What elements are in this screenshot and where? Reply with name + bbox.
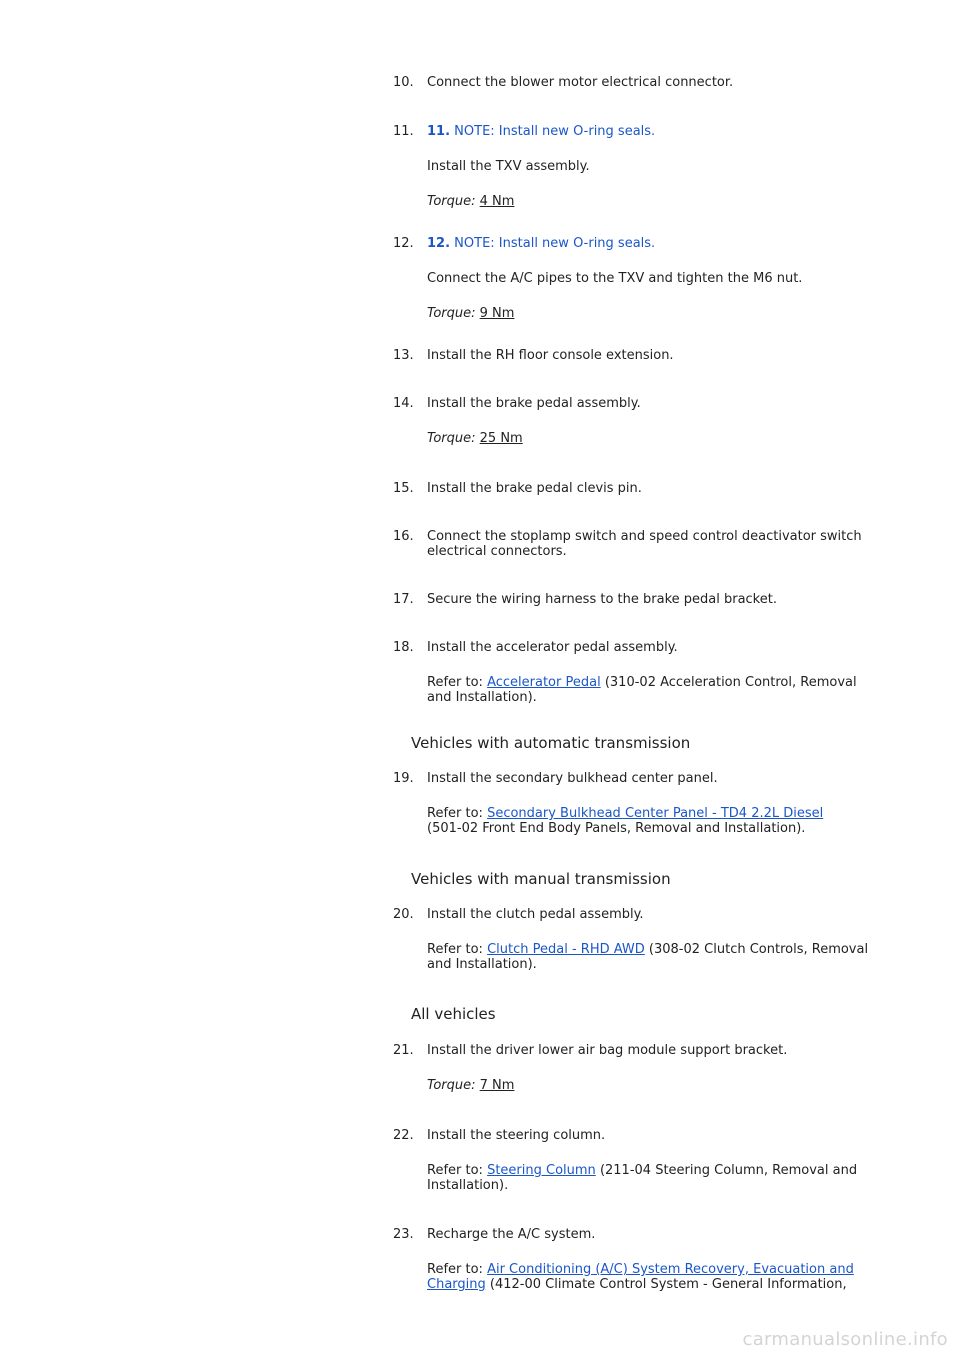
step-text: Install the TXV assembly. xyxy=(427,159,590,174)
torque-value: 9 Nm xyxy=(479,306,515,321)
step-text: Install the secondary bulkhead center panel. xyxy=(427,771,718,786)
step-text: Install the brake pedal assembly. xyxy=(427,396,641,411)
step-number: 17. xyxy=(393,592,414,607)
torque-label: Torque: xyxy=(427,194,476,209)
step-text: Install the brake pedal clevis pin. xyxy=(427,481,642,496)
torque-value: 25 Nm xyxy=(479,431,523,446)
secondary-bulkhead-panel-link[interactable]: Secondary Bulkhead Center Panel - TD4 2.2L Diesel xyxy=(487,806,824,821)
refer-detail-continued: Installation). xyxy=(427,1178,509,1193)
step-text: Connect the stoplamp switch and speed control deactivator switch xyxy=(427,529,862,544)
step-text: Install the accelerator pedal assembly. xyxy=(427,640,678,655)
step-number: 10. xyxy=(393,75,414,90)
step-number: 14. xyxy=(393,396,414,411)
refer-label: Refer to: xyxy=(427,1262,483,1277)
refer-detail-continued: and Installation). xyxy=(427,690,537,705)
step-number: 23. xyxy=(393,1227,414,1242)
step-text: Install the clutch pedal assembly. xyxy=(427,907,644,922)
step-text: Recharge the A/C system. xyxy=(427,1227,596,1242)
refer-label: Refer to: xyxy=(427,942,483,957)
refer-label: Refer to: xyxy=(427,675,483,690)
torque-value: 4 Nm xyxy=(479,194,515,209)
step-number: 12. xyxy=(393,236,414,251)
torque-value: 7 Nm xyxy=(479,1078,515,1093)
note-text: NOTE: Install new O-ring seals. xyxy=(454,236,656,251)
step-number: 15. xyxy=(393,481,414,496)
step-number: 22. xyxy=(393,1128,414,1143)
refer-label: Refer to: xyxy=(427,1163,483,1178)
accelerator-pedal-link[interactable]: Accelerator Pedal xyxy=(487,675,601,690)
step-text: Secure the wiring harness to the brake pedal bracket. xyxy=(427,592,777,607)
step-number: 18. xyxy=(393,640,414,655)
refer-label: Refer to: xyxy=(427,806,483,821)
step-number: 21. xyxy=(393,1043,414,1058)
step-number: 20. xyxy=(393,907,414,922)
step-number: 11. xyxy=(393,124,414,139)
step-number: 19. xyxy=(393,771,414,786)
step-text: Install the RH floor console extension. xyxy=(427,348,674,363)
step-text: Connect the A/C pipes to the TXV and tighten the M6 nut. xyxy=(427,271,803,286)
section-heading-all: All vehicles xyxy=(411,1005,496,1023)
refer-detail-continued: and Installation). xyxy=(427,957,537,972)
section-heading-automatic: Vehicles with automatic transmission xyxy=(411,734,691,752)
ac-system-recovery-link[interactable]: Air Conditioning (A/C) System Recovery, Evacuation and xyxy=(487,1262,854,1277)
section-heading-manual: Vehicles with manual transmission xyxy=(411,870,671,888)
step-number: 13. xyxy=(393,348,414,363)
step-text: Connect the blower motor electrical connector. xyxy=(427,75,734,90)
refer-detail: (308-02 Clutch Controls, Removal xyxy=(648,942,869,957)
refer-detail: (310-02 Acceleration Control, Removal xyxy=(604,675,857,690)
steering-column-link[interactable]: Steering Column xyxy=(487,1163,596,1178)
step-bold-number: 11. xyxy=(427,124,451,139)
refer-detail: (501-02 Front End Body Panels, Removal and Installation). xyxy=(427,821,806,836)
refer-detail: (211-04 Steering Column, Removal and xyxy=(599,1163,858,1178)
clutch-pedal-link[interactable]: Clutch Pedal - RHD AWD xyxy=(487,942,645,957)
step-bold-number: 12. xyxy=(427,236,451,251)
note-text: NOTE: Install new O-ring seals. xyxy=(454,124,656,139)
step-text: Install the driver lower air bag module support bracket. xyxy=(427,1043,788,1058)
step-number: 16. xyxy=(393,529,414,544)
torque-label: Torque: xyxy=(427,1078,476,1093)
ac-system-recovery-link-continued[interactable]: Charging xyxy=(427,1277,486,1292)
refer-detail: (412-00 Climate Control System - General Information, xyxy=(489,1277,847,1292)
step-text: Install the steering column. xyxy=(427,1128,606,1143)
torque-label: Torque: xyxy=(427,431,476,446)
step-text-continued: electrical connectors. xyxy=(427,544,567,559)
site-watermark: carmanualsonline.info xyxy=(742,1329,948,1350)
torque-label: Torque: xyxy=(427,306,476,321)
